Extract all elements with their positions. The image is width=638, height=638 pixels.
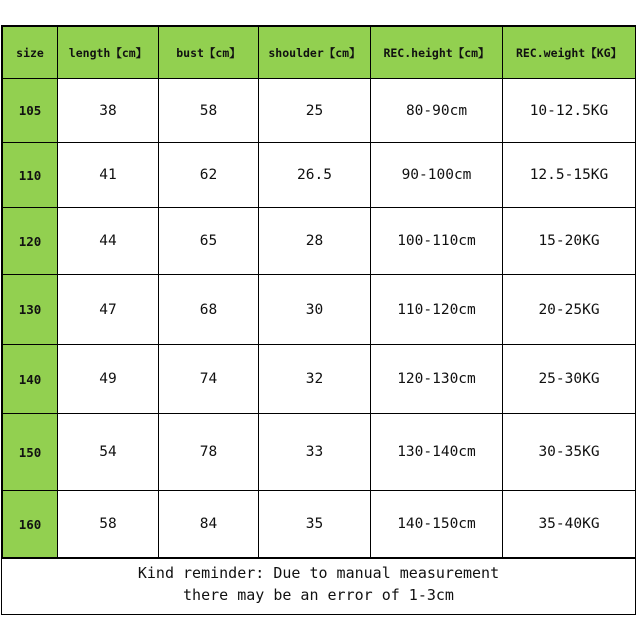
bust-cell: 68 [159,275,259,345]
header-length: length【cm】 [58,27,159,79]
table-row [3,143,636,208]
rec-height-cell: 90-100cm [371,143,503,208]
length-cell: 38 [58,79,159,143]
rec-height-cell: 100-110cm [371,208,503,275]
bust-cell: 62 [159,143,259,208]
header-rec-height: REC.height【cm】 [371,27,503,79]
header-shoulder: shoulder【cm】 [259,27,371,79]
rec-height-cell: 80-90cm [371,79,503,143]
rec-height-cell: 130-140cm [371,414,503,491]
bust-cell: 58 [159,79,259,143]
rec-weight-cell: 30-35KG [503,414,636,491]
size-cell: 160 [3,491,58,558]
table-row [3,275,636,345]
size-chart [1,25,636,615]
size-cell: 140 [3,345,58,414]
rec-weight-cell: 20-25KG [503,275,636,345]
bust-cell: 65 [159,208,259,275]
header-size: size [3,27,58,79]
size-cell: 130 [3,275,58,345]
reminder-line-2: there may be an error of 1-3cm [183,586,454,604]
shoulder-cell: 32 [259,345,371,414]
header-bust: bust【cm】 [159,27,259,79]
length-cell: 41 [58,143,159,208]
rec-weight-cell: 25-30KG [503,345,636,414]
table-row [3,208,636,275]
shoulder-cell: 25 [259,79,371,143]
rec-weight-cell: 10-12.5KG [503,79,636,143]
shoulder-cell: 35 [259,491,371,558]
rec-weight-cell: 12.5-15KG [503,143,636,208]
size-cell: 110 [3,143,58,208]
size-cell: 120 [3,208,58,275]
table-row [3,491,636,558]
table-row [3,414,636,491]
length-cell: 54 [58,414,159,491]
table-row [3,79,636,143]
header-rec-weight: REC.weight【KG】 [503,27,636,79]
shoulder-cell: 26.5 [259,143,371,208]
rec-height-cell: 140-150cm [371,491,503,558]
header-row [3,27,636,79]
rec-height-cell: 110-120cm [371,275,503,345]
size-cell: 150 [3,414,58,491]
length-cell: 49 [58,345,159,414]
size-table [2,26,636,558]
bust-cell: 84 [159,491,259,558]
length-cell: 58 [58,491,159,558]
bust-cell: 78 [159,414,259,491]
table-row [3,345,636,414]
shoulder-cell: 30 [259,275,371,345]
measurement-reminder [2,558,635,606]
rec-height-cell: 120-130cm [371,345,503,414]
size-cell: 105 [3,79,58,143]
reminder-line-1: Kind reminder: Due to manual measurement [137,564,500,582]
bust-cell: 74 [159,345,259,414]
length-cell: 47 [58,275,159,345]
shoulder-cell: 33 [259,414,371,491]
shoulder-cell: 28 [259,208,371,275]
length-cell: 44 [58,208,159,275]
rec-weight-cell: 15-20KG [503,208,636,275]
rec-weight-cell: 35-40KG [503,491,636,558]
